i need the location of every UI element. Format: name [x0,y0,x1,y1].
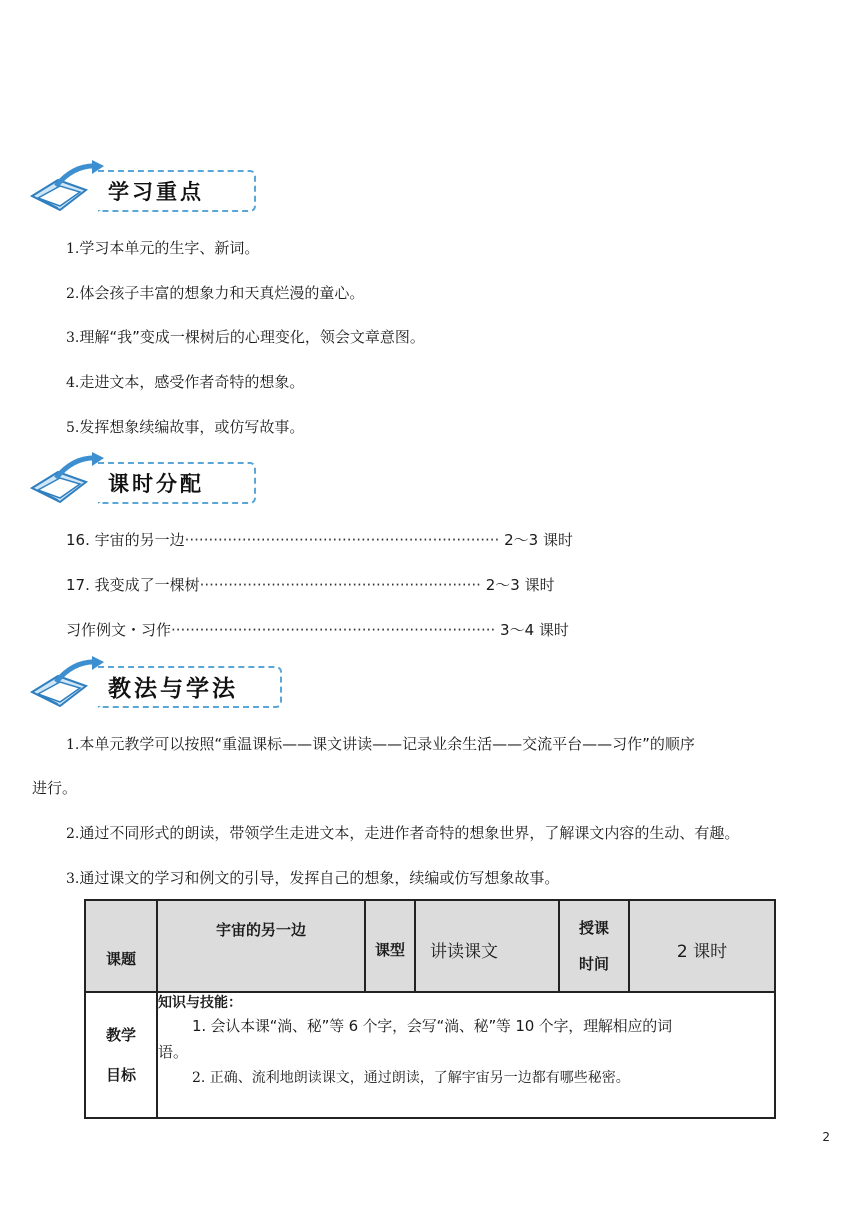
goal-heading: 知识与技能： [158,995,242,1011]
type-label: 课型 [365,900,415,992]
list-item: 3.通过课文的学习和例文的引导，发挥自己的想象，续编或仿写想象故事。 [66,869,560,887]
book-arrow-icon [28,452,108,510]
goal-label: 教学 目标 [85,992,157,1118]
schedule-row: 17. 我变成了一棵树··························································· 2～3 课时 [66,576,555,594]
time-value: 2 课时 [629,900,775,992]
page-number: 2 [822,1130,830,1144]
list-item: 2.体会孩子丰富的想象力和天真烂漫的童心。 [66,284,365,302]
table-row [85,992,775,1118]
goal-item: 1. 会认本课“淌、秘”等 6 个字，会写“淌、秘”等 10 个字，理解相应的词 [192,1017,672,1035]
book-arrow-icon [28,656,108,714]
goal-item: 2. 正确、流利地朗读课文，通过朗读，了解宇宙另一边都有哪些秘密。 [192,1070,630,1086]
list-item: 1.学习本单元的生字、新词。 [66,239,260,257]
section-title: 课时分配 [108,472,204,496]
list-item: 3.理解“我”变成一棵树后的心理变化，领会文章意图。 [66,328,425,346]
list-item: 2.通过不同形式的朗读，带领学生走进文本，走进作者奇特的想象世界，了解课文内容的生动、有趣。 [66,824,740,842]
goal-content [157,992,775,1118]
list-item: 5.发挥想象续编故事，或仿写故事。 [66,418,305,436]
topic-label: 课题 [85,900,157,992]
list-item: 1.本单元教学可以按照“重温课标——课文讲读——记录业余生活——交流平台——习作”的顺序 [66,735,695,753]
type-value: 讲读课文 [415,900,559,992]
time-label: 授课 时间 [559,900,629,992]
lesson-plan-table [84,899,776,1119]
list-item-continuation: 进行。 [32,779,78,797]
schedule-row: 16. 宇宙的另一边·································································· 2～3 课时 [66,531,573,549]
list-item: 4.走进文本，感受作者奇特的想象。 [66,373,305,391]
section-header-key-points [28,160,268,218]
schedule-row: 习作例文・习作···································································· 3～4 课时 [66,621,569,639]
book-arrow-icon [28,160,108,218]
section-title: 教法与学法 [108,676,238,702]
table-header-row [85,900,775,992]
section-title: 学习重点 [108,180,204,204]
goal-item-continuation: 语。 [158,1043,189,1061]
section-header-schedule [28,452,268,510]
section-header-methods [28,656,268,714]
topic-value: 宇宙的另一边 [157,900,365,992]
